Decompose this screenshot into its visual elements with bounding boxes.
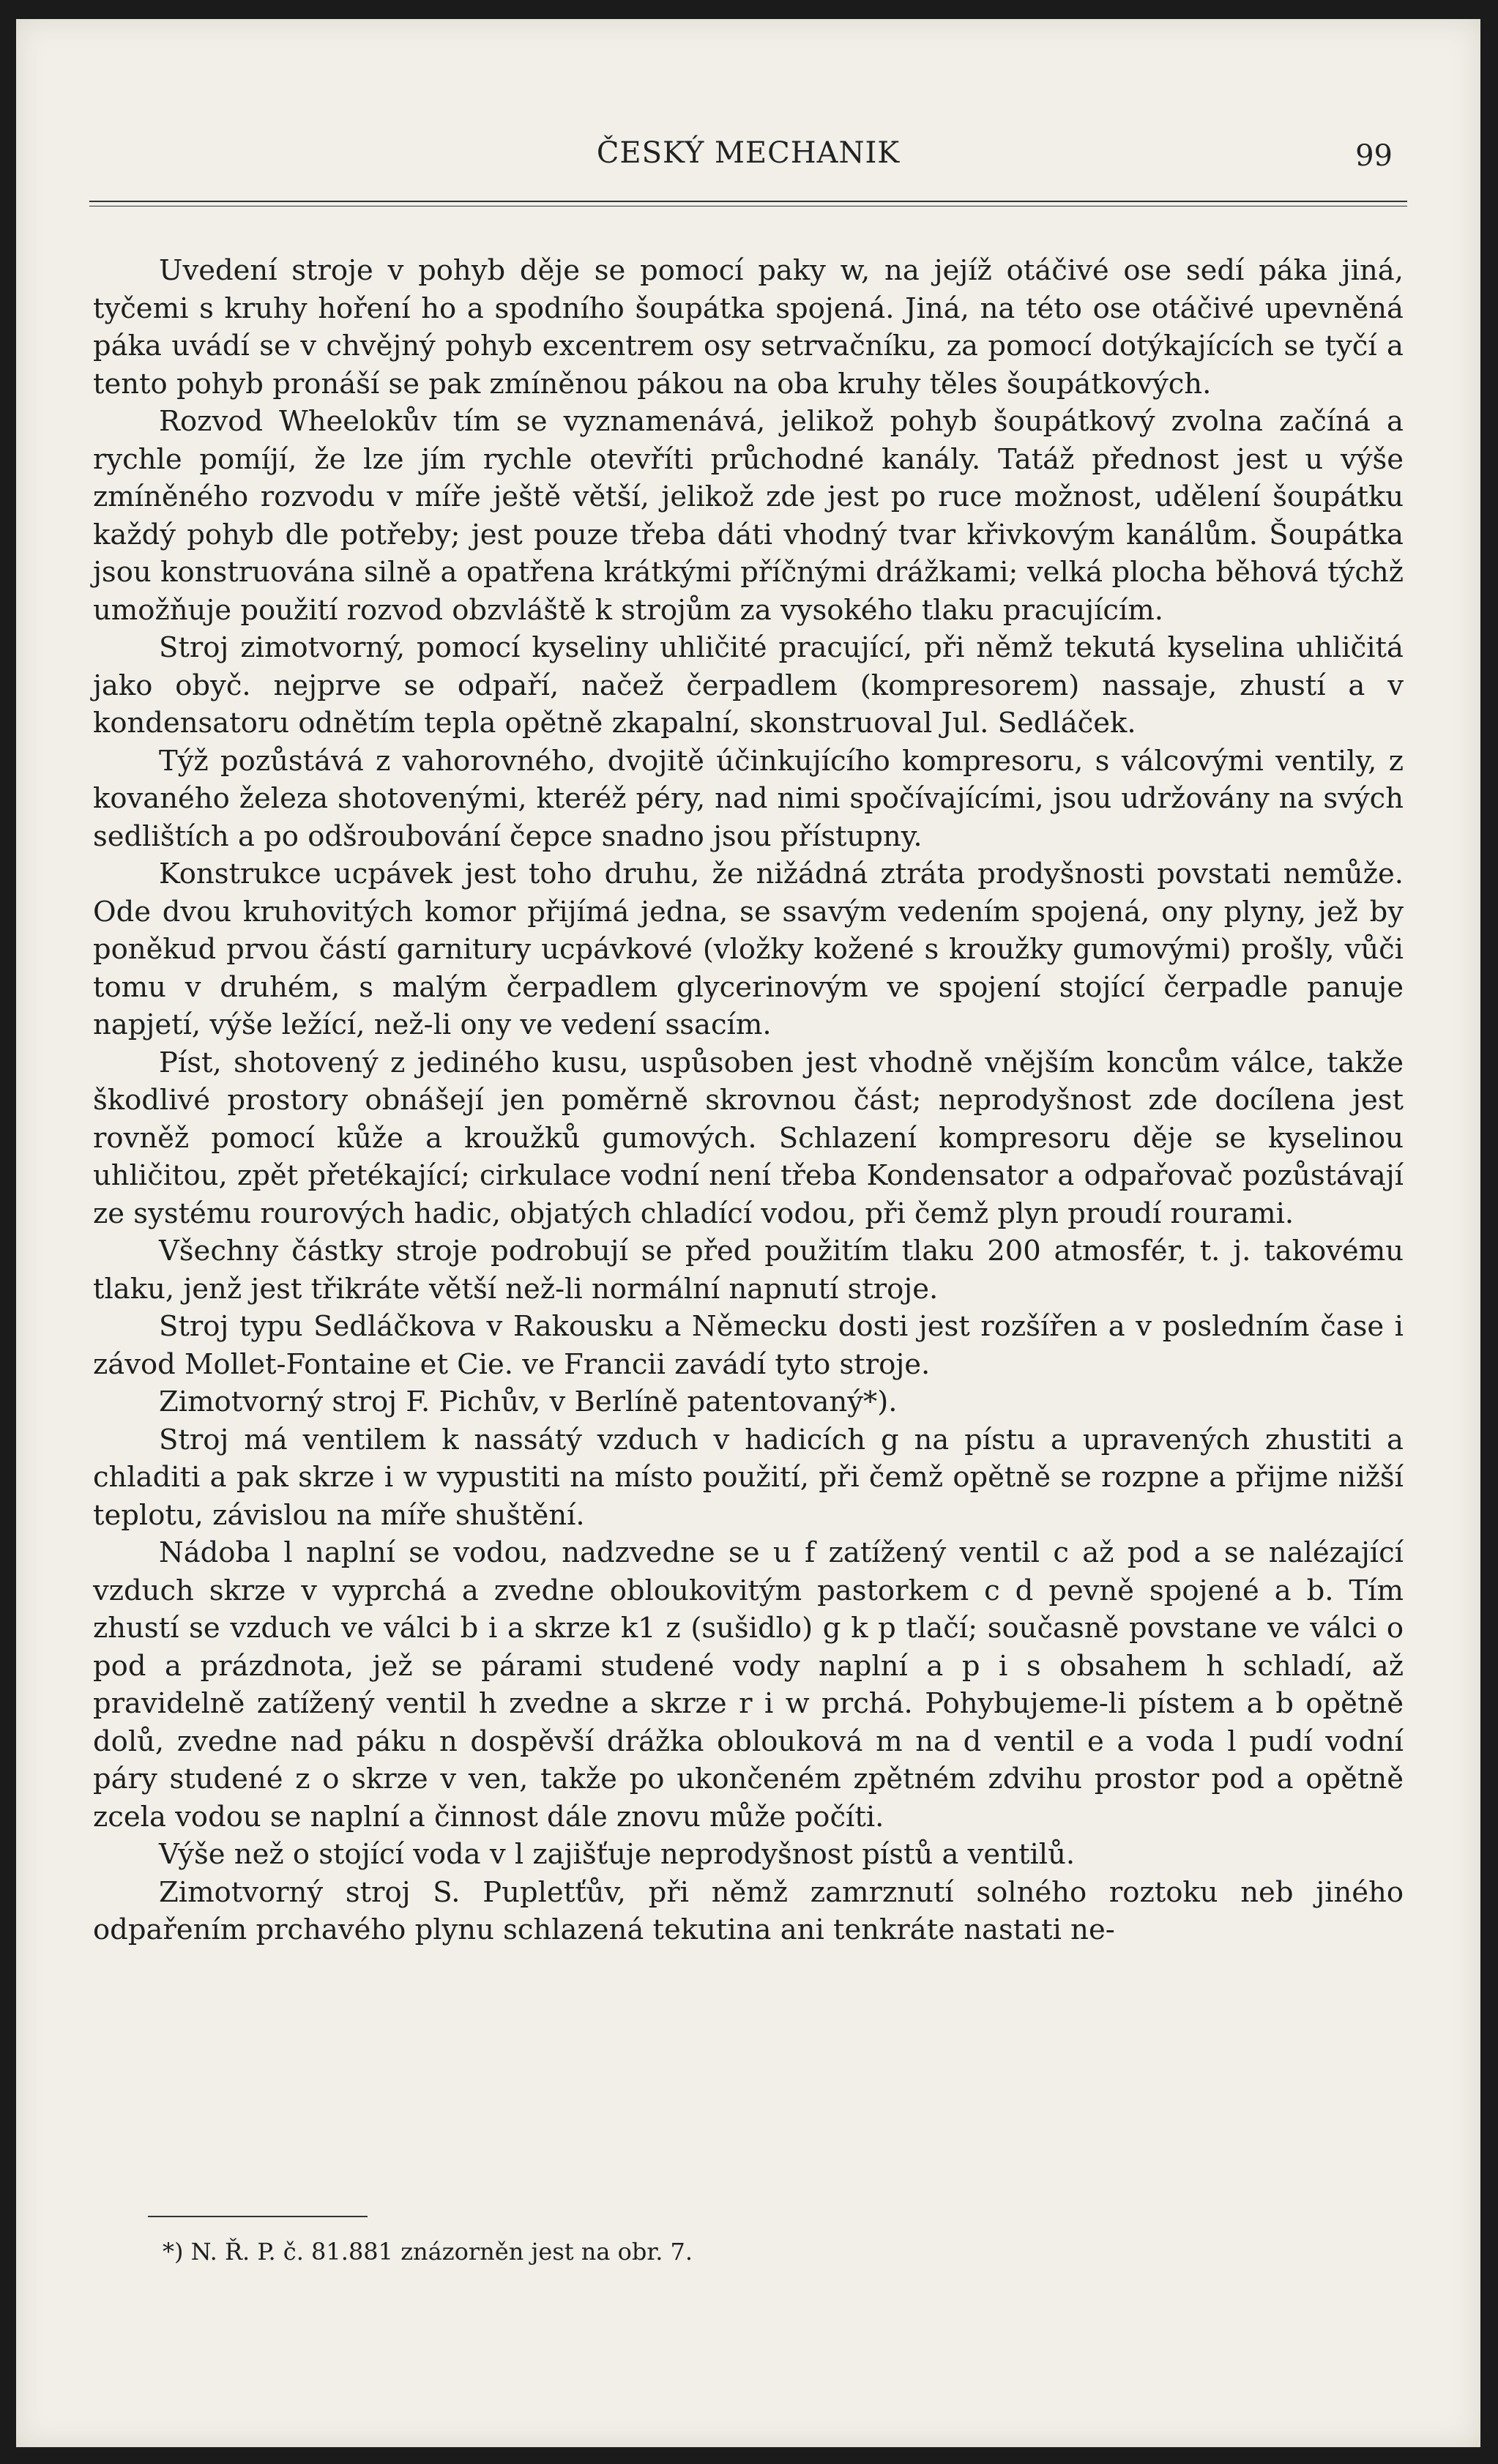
paragraph: Nádoba l naplní se vodou, nadzvedne se u f zatížený ventil c až pod a se nalézající vzduch skrze v vyprchá a zvedne obloukovitým pastorkem c d pevně spojené a b. Tím zhustí se vzduch ve válci b i a skrze k1 z (sušidlo) g k p tlačí; současně povstane ve válci o pod a prázdnota, jež se párami studené vody naplní a p i s obsahem h schladí, až pravidelně zatížený ventil h zvedne a skrze r i w prchá. Pohybujeme-li pístem a b opětně dolů, zvedne nad páku n dospěvší drážka oblouková m na d ventil e a voda l pudí vodní páry studené z o skrze v ven, takže po ukončeném zpětném zdvihu prostor pod a opětně zcela vodou se naplní a činnost dále znovu může počíti. <box>93 1536 1404 1834</box>
paragraph: Zimotvorný stroj F. Pichův, v Berlíně patentovaný*). <box>159 1385 898 1418</box>
paragraph: Stroj má ventilem k nassátý vzduch v hadicích g na pístu a upravených zhustiti a chladiti a pak skrze i w vypustiti na místo použití, při čemž opětně se rozpne a přijme nižší teplotu, závislou na míře shuštění. <box>93 1423 1404 1532</box>
paragraph: Uvedení stroje v pohyb děje se pomocí paky w, na jejíž otáčivé ose sedí páka jiná, tyčemi s kruhy hoření ho a spodního šoupátka spojená. Jiná, na této ose otáčivé upevněná páka uvádí se v chvějný pohyb excentrem osy setrvačníku, za pomocí dotýkajících se tyčí a tento pohyb pronáší se pak zmíněnou pákou na oba kruhy těles šoupátkových. <box>93 254 1404 401</box>
paragraph: Týž pozůstává z vahorovného, dvojitě účinkujícího kompresoru, s válcovými ventily, z kovaného železa shotovenými, kteréž péry, nad nimi spočívajícími, jsou udržovány na svých sedlištích a po odšroubování čepce snadno jsou přístupny. <box>93 744 1404 853</box>
paragraph: Píst, shotovený z jediného kusu, uspůsoben jest vhodně vnějším koncům válce, takže škodlivé prostory obnášejí jen poměrně skrovnou část; neprodyšnost zde docílena jest rovněž pomocí kůže a kroužků gumových. Schlazení kompresoru děje se kyselinou uhličitou, zpět přetékající; cirkulace vodní není třeba Kondensator a odpařovač pozůstávají ze systému rourových hadic, objatých chladící vodou, při čemž plyn proudí rourami. <box>93 1046 1404 1230</box>
body-text <box>93 252 1404 1949</box>
running-title: ČESKÝ MECHANIK <box>596 136 901 170</box>
footnote-rule <box>148 2216 368 2217</box>
paragraph: Stroj zimotvorný, pomocí kyseliny uhličité pracující, při němž tekutá kyselina uhličitá jako obyč. nejprve se odpaří, načež čerpadlem (kompresorem) nassaje, zhustí a v kondensatoru odnětím tepla opětně zkapalní, skonstruoval Jul. Sedláček. <box>93 631 1404 740</box>
scanned-page <box>16 19 1480 2447</box>
header-rule <box>89 201 1407 206</box>
paragraph: Všechny částky stroje podrobují se před použitím tlaku 200 atmosfér, t. j. takovému tlaku, jenž jest třikráte větší než-li normální napnutí stroje. <box>93 1235 1404 1306</box>
page-number: 99 <box>1355 139 1393 173</box>
paragraph: Konstrukce ucpávek jest toho druhu, že nižádná ztráta prodyšnosti povstati nemůže. Ode dvou kruhovitých komor přijímá jedna, se ssavým vedením spojená, ony plyny, jež by poněkud prvou částí garnitury ucpávkové (vložky kožené s kroužky gumovými) prošly, vůči tomu v druhém, s malým čerpadlem glycerinovým ve spojení stojící čerpadle panuje napjetí, výše ležící, než-li ony ve vedení ssacím. <box>93 857 1404 1041</box>
paragraph: Rozvod Wheelokův tím se vyznamenává, jelikož pohyb šoupátkový zvolna začíná a rychle pomíjí, že lze jím rychle otevříti průchodné kanály. Tatáž přednost jest u výše zmíněného rozvodu v míře ještě větší, jelikož zde jest po ruce možnost, udělení šoupátku každý pohyb dle potřeby; jest pouze třeba dáti vhodný tvar křivkovým kanálům. Šoupátka jsou konstruována silně a opatřena krátkými příčnými drážkami; velká plocha běhová týchž umožňuje použití rozvod obzvláště k strojům za vysokého tlaku pracujícím. <box>93 405 1404 627</box>
page-header <box>89 136 1407 187</box>
paragraph: Zimotvorný stroj S. Pupletťův, při němž zamrznutí solného roztoku neb jiného odpařením prchavého plynu schlazená tekutina ani tenkráte nastati ne- <box>93 1875 1404 1946</box>
footnote: *) N. Ř. P. č. 81.881 znázorněn jest na obr. 7. <box>163 2238 693 2266</box>
paragraph: Výše než o stojící voda v l zajišťuje neprodyšnost pístů a ventilů. <box>159 1838 1076 1871</box>
paragraph: Stroj typu Sedláčkova v Rakousku a Německu dosti jest rozšířen a v posledním čase i závod Mollet-Fontaine et Cie. ve Francii zavádí tyto stroje. <box>93 1310 1404 1381</box>
